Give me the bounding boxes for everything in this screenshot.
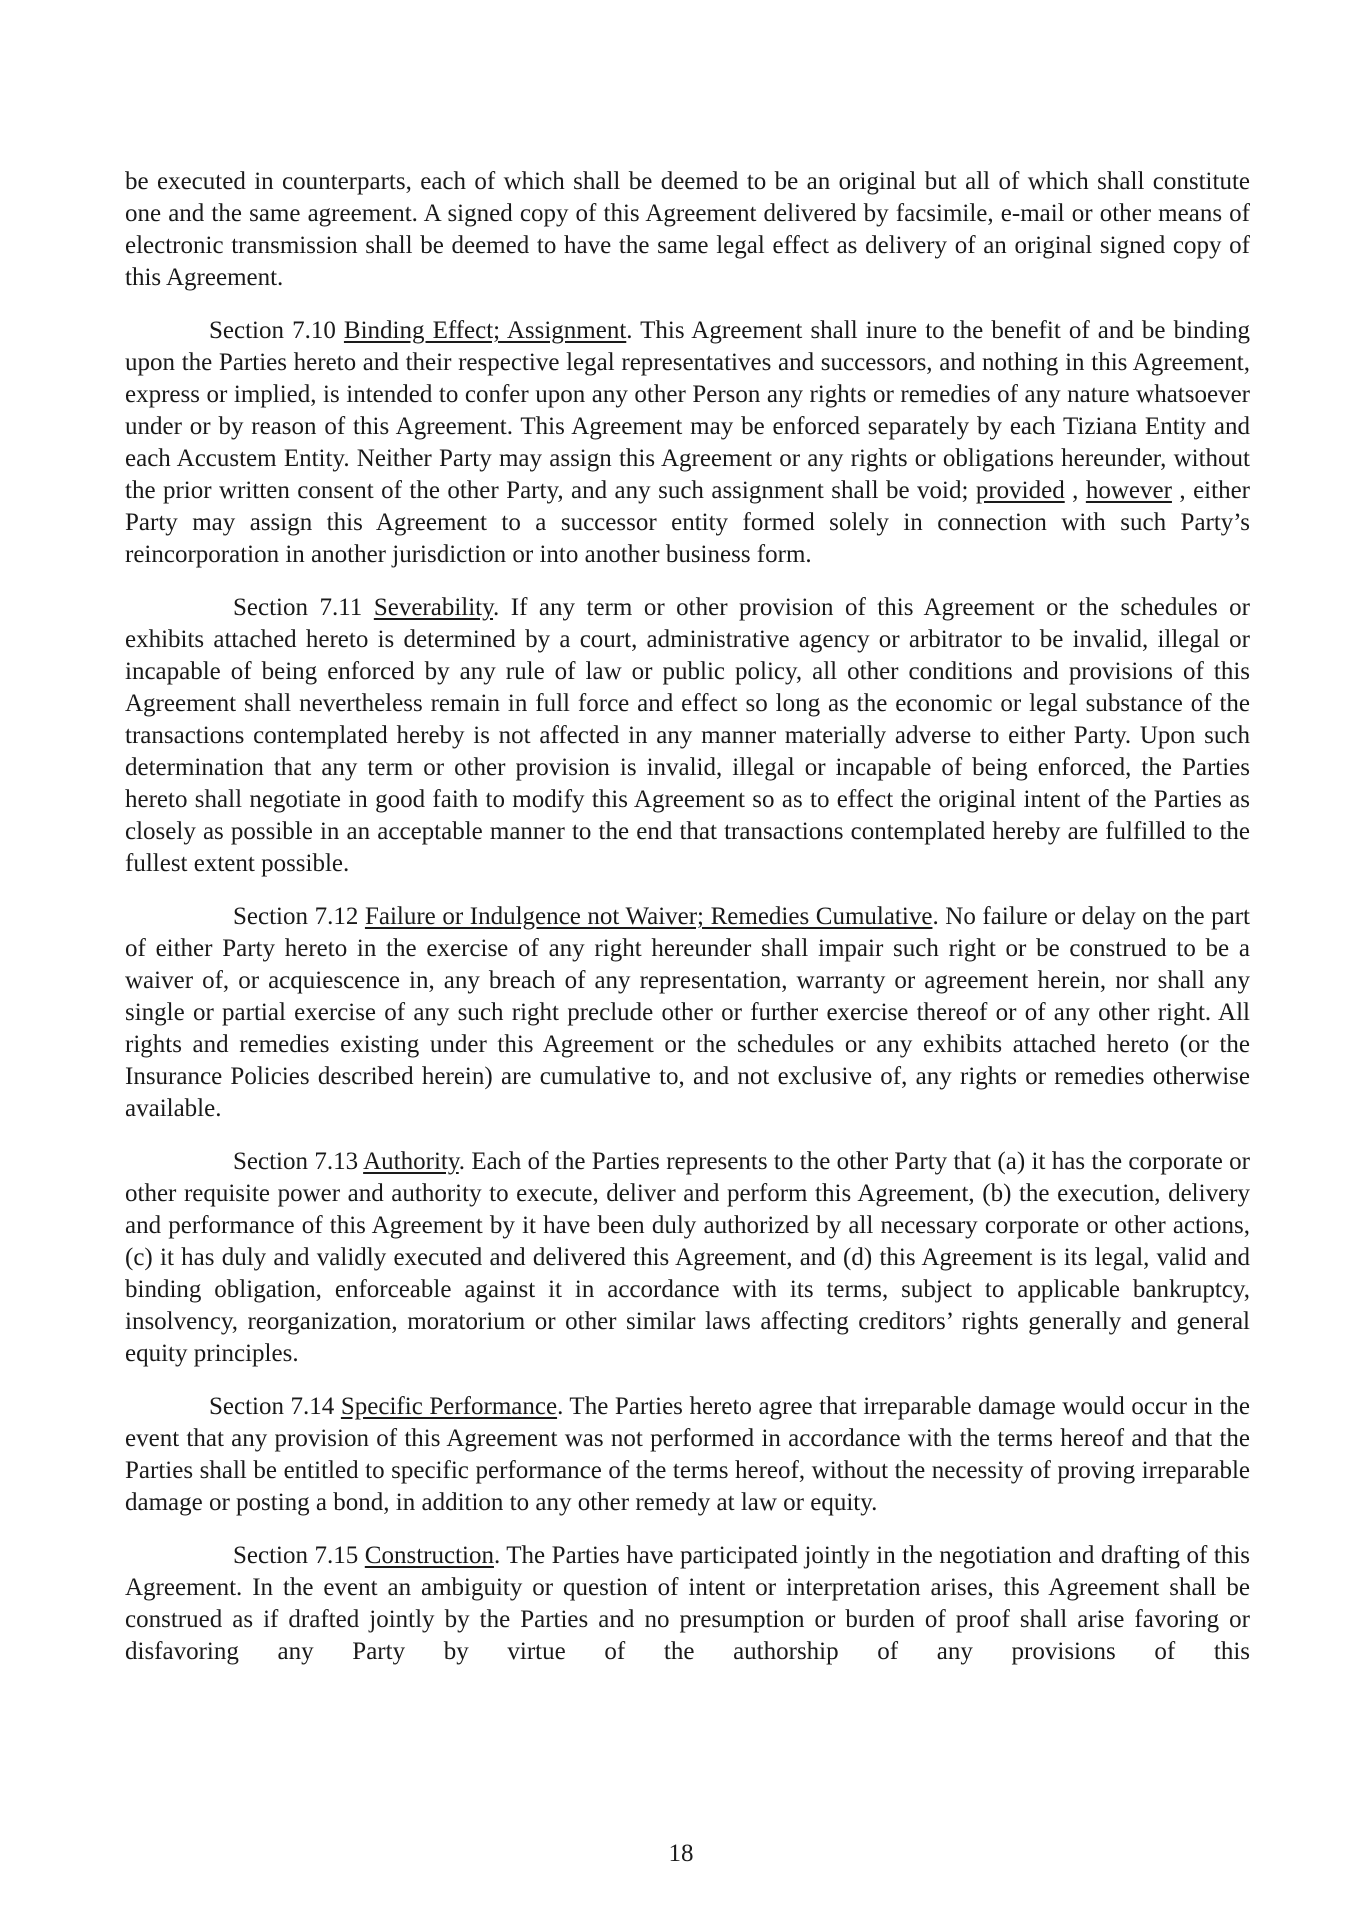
section-title: Severability: [373, 594, 494, 621]
section-number: Section 7.12: [233, 903, 359, 930]
section-body: . The Parties have participated jointly in the negotiation and drafting of this Agreement. In the event an ambiguity or question of intent or interpretation arises, this Agreement shall be construed as if drafted jointly by the Parties and no presumption or burden of proof shall arise favoring or disfavoring any Party by virtue of the authorship of any provisions of this: [125, 1542, 1251, 1665]
section-7-11: [125, 592, 1250, 880]
section-number: Section 7.10: [209, 317, 336, 344]
section-7-14: [125, 1391, 1250, 1519]
section-body: . No failure or delay on the part of either Party hereto in the exercise of any right hereunder shall impair such right or be construed to be a waiver of, or acquiescence in, any breach of any representation, warranty or agreement herein, nor shall any single or partial exercise of any such right preclude other or further exercise thereof or of any other right. All rights and remedies existing under this Agreement or the schedules or any exhibits attached hereto (or the Insurance Policies described herein) are cumulative to, and not exclusive of, any rights or remedies otherwise available.: [125, 903, 1250, 1122]
page-number: 18: [668, 1840, 694, 1867]
section-body: . This Agreement shall inure to the benefit of and be binding upon the Parties hereto and their respective legal representatives and successors, and nothing in this Agreement, express or implied, is intended to confer upon any other Person any rights or remedies of any nature whatsoever under or by reason of this Agreement. This Agreement may be enforced separately by each Tiziana Entity and each Accustem Entity. Neither Party may assign this Agreement or any rights or obligations hereunder, without the prior written consent of the other Party, and any such assignment shall be void;: [125, 317, 1251, 504]
section-7-15: [125, 1540, 1250, 1668]
section-title: Failure or Indulgence not Waiver; Remedies Cumulative: [364, 903, 933, 930]
section-7-10: [125, 315, 1250, 571]
section-number: Section 7.11: [233, 594, 363, 621]
section-number: Section 7.13: [233, 1148, 359, 1175]
section-number: Section 7.15: [233, 1542, 359, 1569]
term-separator: ,: [1064, 477, 1086, 504]
provided-term: provided: [975, 477, 1065, 504]
section-number: Section 7.14: [209, 1393, 335, 1420]
section-title: Authority: [363, 1148, 459, 1175]
section-title: Construction: [364, 1542, 494, 1569]
section-title: Binding Effect; Assignment: [343, 317, 627, 344]
document-page: [125, 166, 1250, 1668]
section-body-end: , either Party may assign this Agreement to a successor entity formed solely in connection with such Party’s reincorporation in another jurisdiction or into another business form.: [125, 477, 1250, 568]
section-7-13: [125, 1146, 1250, 1370]
section-body: . If any term or other provision of this Agreement or the schedules or exhibits attached hereto is determined by a court, administrative agency or arbitrator to be invalid, illegal or incapable of being enforced by any rule of law or public policy, all other conditions and provisions of this Agreement shall nevertheless remain in full force and effect so long as the economic or legal substance of the transactions contemplated hereby is not affected in any manner materially adverse to either Party. Upon such determination that any term or other provision is invalid, illegal or incapable of being enforced, the Parties hereto shall negotiate in good faith to modify this Agreement so as to effect the original intent of the Parties as closely as possible in an acceptable manner to the end that transactions contemplated hereby are fulfilled to the fullest extent possible.: [125, 594, 1251, 877]
continued-paragraph: be executed in counterparts, each of which shall be deemed to be an original but all of which shall constitute one and the same agreement. A signed copy of this Agreement delivered by facsimile, e-mail or other means of electronic transmission shall be deemed to have the same legal effect as delivery of an original signed copy of this Agreement.: [125, 168, 1250, 291]
however-term: however: [1085, 477, 1172, 504]
section-body: . The Parties hereto agree that irreparable damage would occur in the event that any provision of this Agreement was not performed in accordance with the terms hereof and that the Parties shall be entitled to specific performance of the terms hereof, without the necessity of proving irreparable damage or posting a bond, in addition to any other remedy at law or equity.: [125, 1393, 1251, 1516]
section-7-12: [125, 901, 1250, 1125]
section-body: . Each of the Parties represents to the other Party that (a) it has the corporate or other requisite power and authority to execute, deliver and perform this Agreement, (b) the execution, delivery and performance of this Agreement by it have been duly authorized by all necessary corporate or other actions, (c) it has duly and validly executed and delivered this Agreement, and (d) this Agreement is its legal, valid and binding obligation, enforceable against it in accordance with its terms, subject to applicable bankruptcy, insolvency, reorganization, moratorium or other similar laws affecting creditors’ rights generally and general equity principles.: [125, 1148, 1250, 1367]
section-title: Specific Performance: [340, 1393, 558, 1420]
